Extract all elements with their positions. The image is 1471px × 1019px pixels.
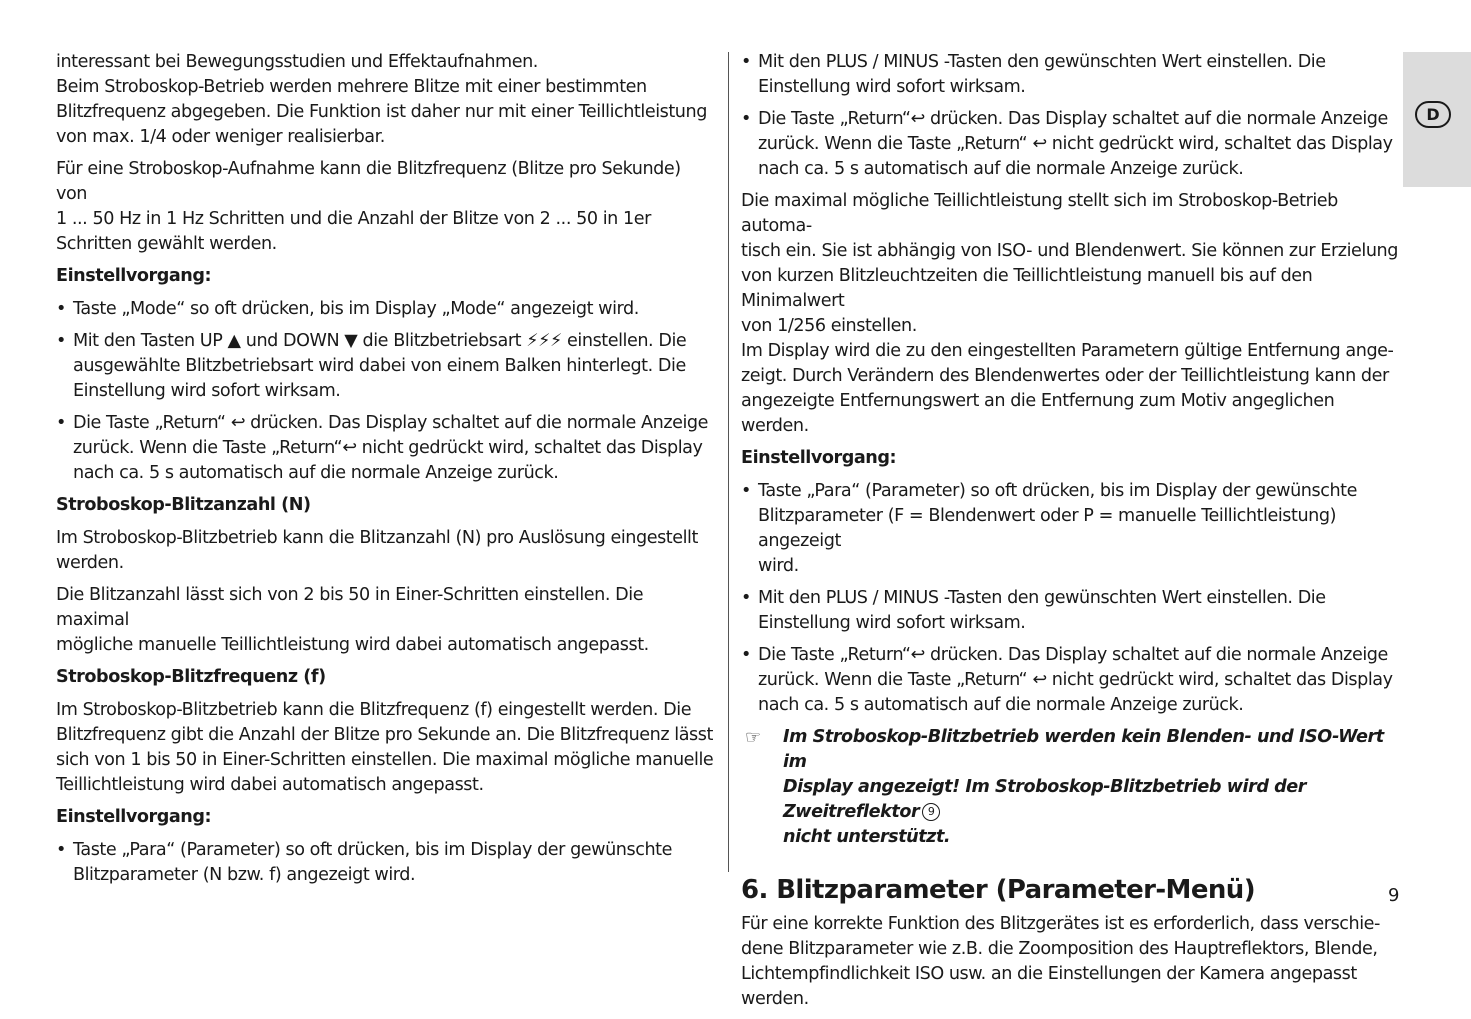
text-line: Für eine korrekte Funktion des Blitzgerätes ist es erforderlich, dass verschie- xyxy=(741,914,1380,934)
text-line: • Die Taste „Return“ ↩ drücken. Das Display schaltet auf die normale Anzeige xyxy=(73,413,709,433)
text-line: nach ca. 5 s automatisch auf die normale Anzeige zurück. xyxy=(73,463,559,483)
text-line: Blitzfrequenz abgegeben. Die Funktion ist daher nur mit einer Teillichtleistung xyxy=(56,102,707,122)
text-line: • Die Taste „Return“↩ drücken. Das Display schaltet auf die normale Anzeige xyxy=(758,109,1388,129)
text-span: Display angezeigt! Im Stroboskop-Blitzbetrieb wird der Zweitreflektor xyxy=(783,777,1306,822)
list-item xyxy=(56,329,716,404)
text-line: • Die Taste „Return“↩ drücken. Das Display schaltet auf die normale Anzeige xyxy=(758,645,1388,665)
paragraph xyxy=(741,912,1401,1012)
text-line: • Mit den Tasten UP ▲ und DOWN ▼ die Blitzbetriebsart ⚡⚡⚡ einstellen. Die xyxy=(73,331,687,351)
text-line: von max. 1/4 oder weniger realisierbar. xyxy=(56,127,385,147)
paragraph xyxy=(741,189,1401,439)
paragraph xyxy=(56,583,716,658)
text-line: Einstellung wird sofort wirksam. xyxy=(758,77,1026,97)
paragraph xyxy=(56,698,716,798)
left-column xyxy=(56,50,716,895)
text-line: dene Blitzparameter wie z.B. die Zoomposition des Hauptreflektors, Blende, xyxy=(741,939,1378,959)
list-item xyxy=(741,50,1401,100)
text-line: angezeigte Entfernungswert an die Entfernung zum Motiv angeglichen werden. xyxy=(741,391,1335,436)
pointing-hand-icon: ☞ xyxy=(745,727,761,748)
reference-number-badge: 9 xyxy=(922,803,940,821)
text-line xyxy=(783,775,1401,825)
list-item xyxy=(741,479,1401,579)
text-line: nach ca. 5 s automatisch auf die normale Anzeige zurück. xyxy=(758,159,1244,179)
paragraph xyxy=(56,526,716,576)
text-line: • Mit den PLUS / MINUS -Tasten den gewünschten Wert einstellen. Die xyxy=(758,588,1326,608)
subheading: Einstellvorgang: xyxy=(56,266,212,286)
text-line: wird. xyxy=(758,556,799,576)
column-divider xyxy=(728,52,729,872)
list-item xyxy=(56,411,716,486)
list-item xyxy=(741,643,1401,718)
subheading: Stroboskop-Blitzfrequenz (f) xyxy=(56,667,326,687)
subheading: Einstellvorgang: xyxy=(741,448,897,468)
text-line: Im Stroboskop-Blitzbetrieb werden kein Blenden- und ISO-Wert im xyxy=(783,727,1384,772)
text-line: • Mit den PLUS / MINUS -Tasten den gewünschten Wert einstellen. Die xyxy=(758,52,1326,72)
bullet-list xyxy=(741,50,1401,182)
text-line: Für eine Stroboskop-Aufnahme kann die Blitzfrequenz (Blitze pro Sekunde) von xyxy=(56,159,681,204)
text-line: zurück. Wenn die Taste „Return“ ↩ nicht gedrückt wird, schaltet das Display xyxy=(758,134,1393,154)
text-line: zurück. Wenn die Taste „Return“ ↩ nicht gedrückt wird, schaltet das Display xyxy=(758,670,1393,690)
text-line: interessant bei Bewegungsstudien und Effektaufnahmen. xyxy=(56,52,538,72)
text-line: mögliche manuelle Teillichtleistung wird dabei automatisch angepasst. xyxy=(56,635,649,655)
text-line: werden. xyxy=(741,989,809,1009)
bullet-list xyxy=(56,838,716,888)
list-item xyxy=(56,838,716,888)
text-line: Einstellung wird sofort wirksam. xyxy=(758,613,1026,633)
page-number: 9 xyxy=(1388,885,1400,906)
text-line: ausgewählte Blitzbetriebsart wird dabei von einem Balken hinterlegt. Die xyxy=(73,356,686,376)
text-line: von 1/256 einstellen. xyxy=(741,316,917,336)
subheading: Einstellvorgang: xyxy=(56,807,212,827)
text-line: Lichtempfindlichkeit ISO usw. an die Einstellungen der Kamera angepasst xyxy=(741,964,1357,984)
bullet-list xyxy=(56,297,716,486)
subheading: Stroboskop-Blitzanzahl (N) xyxy=(56,495,311,515)
bullet-list xyxy=(741,479,1401,718)
text-line: Teillichtleistung wird dabei automatisch angepasst. xyxy=(56,775,484,795)
text-line: zeigt. Durch Verändern des Blendenwertes oder der Teillichtleistung kann der xyxy=(741,366,1389,386)
text-line: • Taste „Mode“ so oft drücken, bis im Display „Mode“ angezeigt wird. xyxy=(73,299,639,319)
text-line: Im Stroboskop-Blitzbetrieb kann die Blitzanzahl (N) pro Auslösung eingestellt xyxy=(56,528,698,548)
section-title: 6. Blitzparameter (Parameter-Menü) xyxy=(741,875,1255,905)
text-line: Im Stroboskop-Blitzbetrieb kann die Blitzfrequenz (f) eingestellt werden. Die xyxy=(56,700,692,720)
text-line: nicht unterstützt. xyxy=(783,827,951,847)
paragraph xyxy=(56,50,716,150)
text-line: Die maximal mögliche Teillichtleistung stellt sich im Stroboskop-Betrieb automa- xyxy=(741,191,1338,236)
text-line: Blitzparameter (F = Blendenwert oder P = manuelle Teillichtleistung) angezeigt xyxy=(758,506,1336,551)
paragraph xyxy=(56,157,716,257)
language-badge: D xyxy=(1415,101,1451,128)
text-line: Schritten gewählt werden. xyxy=(56,234,277,254)
text-line: Einstellung wird sofort wirksam. xyxy=(73,381,341,401)
text-line: • Taste „Para“ (Parameter) so oft drücken, bis im Display der gewünschte xyxy=(73,840,672,860)
text-line: sich von 1 bis 50 in Einer-Schritten einstellen. Die maximal mögliche manuelle xyxy=(56,750,714,770)
text-line: 1 ... 50 Hz in 1 Hz Schritten und die Anzahl der Blitze von 2 ... 50 in 1er xyxy=(56,209,651,229)
text-line: Die Blitzanzahl lässt sich von 2 bis 50 in Einer-Schritten einstellen. Die maximal xyxy=(56,585,644,630)
text-line: Im Display wird die zu den eingestellten Parametern gültige Entfernung ange- xyxy=(741,341,1394,361)
text-line: von kurzen Blitzleuchtzeiten die Teillichtleistung manuell bis auf den Minimalwert xyxy=(741,266,1313,311)
text-line: Blitzfrequenz gibt die Anzahl der Blitze pro Sekunde an. Die Blitzfrequenz lässt xyxy=(56,725,713,745)
list-item xyxy=(56,297,716,322)
text-line: zurück. Wenn die Taste „Return“↩ nicht gedrückt wird, schaltet das Display xyxy=(73,438,703,458)
text-line: tisch ein. Sie ist abhängig von ISO- und Blendenwert. Sie können zur Erzielung xyxy=(741,241,1398,261)
right-column xyxy=(741,50,1401,1019)
note-callout xyxy=(741,725,1401,850)
text-line: Beim Stroboskop-Betrieb werden mehrere Blitze mit einer bestimmten xyxy=(56,77,647,97)
text-line: nach ca. 5 s automatisch auf die normale Anzeige zurück. xyxy=(758,695,1244,715)
list-item xyxy=(741,107,1401,182)
text-line: • Taste „Para“ (Parameter) so oft drücken, bis im Display der gewünschte xyxy=(758,481,1357,501)
list-item xyxy=(741,586,1401,636)
text-line: werden. xyxy=(56,553,124,573)
text-line: Blitzparameter (N bzw. f) angezeigt wird. xyxy=(73,865,416,885)
